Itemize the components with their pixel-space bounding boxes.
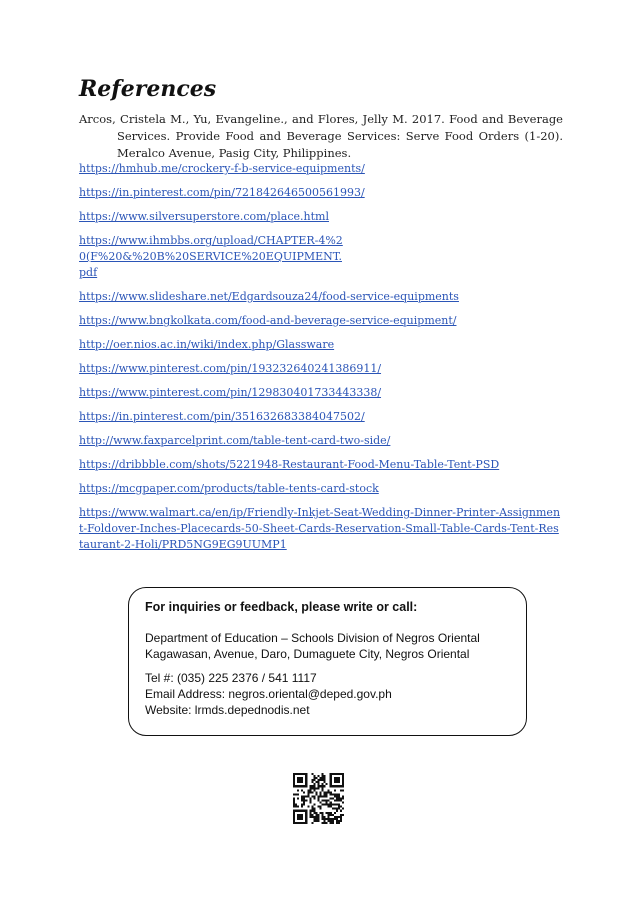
reference-link[interactable]: https://www.bngkolkata.com/food-and-beverage-service-equipment/	[79, 314, 457, 327]
reference-link[interactable]: https://www.pinterest.com/pin/129830401733443338/	[79, 386, 382, 399]
reference-link[interactable]: https://hmhub.me/crockery-f-b-service-equipments/	[79, 162, 365, 175]
inquiry-box	[128, 587, 527, 736]
reference-link[interactable]: https://www.walmart.ca/en/ip/Friendly-Inkjet-Seat-Wedding-Dinner-Printer-Assignment-Foldover-Inches-Placecards-50-Sheet-Cards-Reservation-Small-Table-Cards-Tent-Restaurant-2-Holi/PRD5NG9EG9UUMP1	[79, 506, 561, 551]
reference-link-list	[79, 161, 563, 553]
reference-link[interactable]: https://dribbble.com/shots/5221948-Restaurant-Food-Menu-Table-Tent-PSD	[79, 458, 500, 471]
telephone-number: Tel #: (035) 225 2376 / 541 1117	[145, 671, 317, 685]
inquiry-heading: For inquiries or feedback, please write or call:	[145, 600, 418, 614]
department-address: Kagawasan, Avenue, Daro, Dumaguete City, Negros Oriental	[145, 647, 470, 661]
reference-citation: Arcos, Cristela M., Yu, Evangeline., and Flores, Jelly M. 2017. Food and Beverage Services. Provide Food and Beverage Services: Serve Food Orders (1-20). Meralco Avenue, Pasig City, Philippines.	[79, 112, 563, 160]
website-url: Website: lrmds.depednodis.net	[145, 703, 310, 717]
reference-link[interactable]: https://www.silversuperstore.com/place.html	[79, 210, 329, 223]
reference-link[interactable]: https://www.ihmbbs.org/upload/CHAPTER-4%20(F%20&%20B%20SERVICE%20EQUIPMENT.pdf	[79, 234, 343, 279]
references-heading: References	[79, 76, 217, 102]
reference-link[interactable]: https://in.pinterest.com/pin/351632683384047502/	[79, 410, 365, 423]
department-name: Department of Education – Schools Division of Negros Oriental	[145, 631, 480, 645]
reference-link[interactable]: https://www.pinterest.com/pin/193232640241386911/	[79, 362, 382, 375]
reference-link[interactable]: https://www.slideshare.net/Edgardsouza24/food-service-equipments	[79, 290, 459, 303]
email-address: Email Address: negros.oriental@deped.gov.ph	[145, 687, 392, 701]
reference-link[interactable]: https://mcgpaper.com/products/table-tents-card-stock	[79, 482, 379, 495]
qr-code-icon	[293, 773, 344, 824]
reference-link[interactable]: https://in.pinterest.com/pin/721842646500561993/	[79, 186, 365, 199]
reference-link[interactable]: http://oer.nios.ac.in/wiki/index.php/Glassware	[79, 338, 335, 351]
reference-link[interactable]: http://www.faxparcelprint.com/table-tent-card-two-side/	[79, 434, 391, 447]
